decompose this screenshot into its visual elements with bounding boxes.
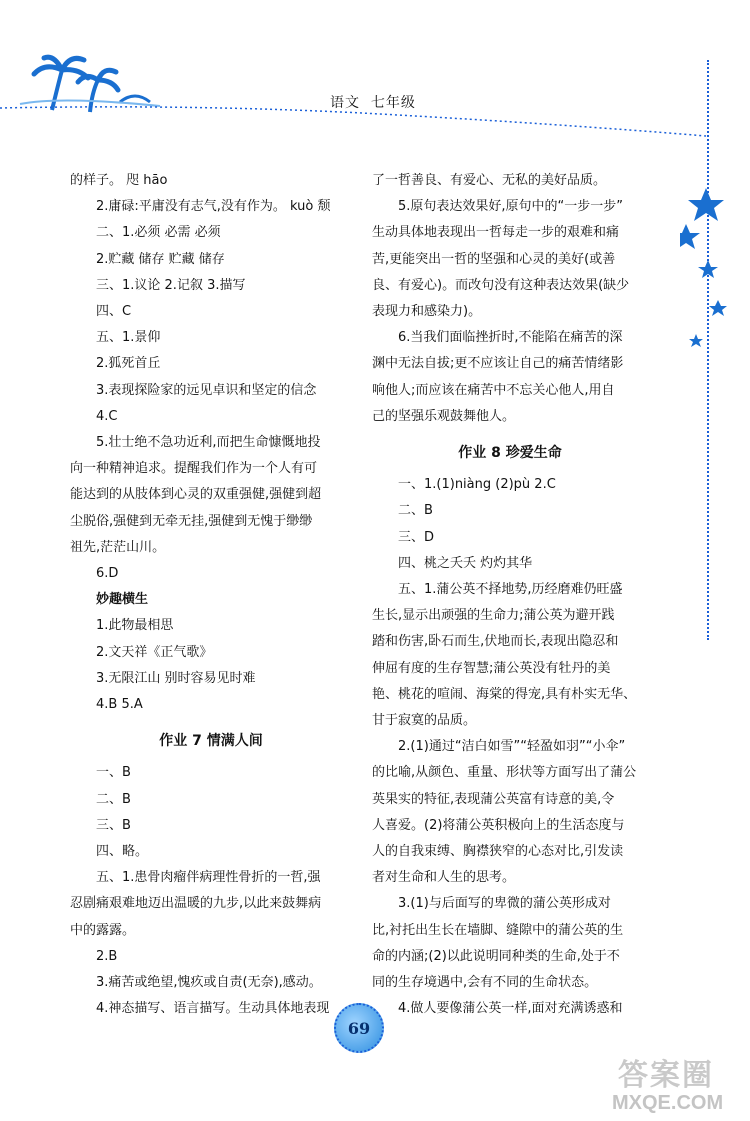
text-line: 4.C [96,408,118,424]
text-line: 命的内涵;(2)以此说明同种类的生命,处于不 [372,948,620,964]
text-line: 五、1.景仰 [96,330,161,346]
text-line: 响他人;而应该在痛苦中不忘关心他人,用自 [372,382,615,398]
text-line: 3.(1)与后面写的卑微的蒲公英形成对 [398,896,611,912]
text-line: 6.当我们面临挫折时,不能陷在痛苦的深 [398,330,623,346]
text-line: 祖先,茫茫山川。 [70,539,166,555]
text-line: 伸屈有度的生存智慧;蒲公英没有牡丹的美 [372,660,611,676]
text-line: 生长,显示出顽强的生命力;蒲公英为避开践 [372,608,615,624]
text-line: 2.狐死首丘 [96,356,161,372]
text-line: 4.做人要像蒲公英一样,面对充满诱惑和 [398,1001,623,1017]
text-line: 2.(1)通过“洁白如雪”“轻盈如羽”“小伞” [398,739,626,755]
text-line: 者对生命和人生的思考。 [372,870,516,886]
watermark-url: MXQE.COM [612,1092,724,1114]
text-line: 二、1.必须 必需 必须 [96,225,221,241]
text-line: 生动具体地表现出一哲每走一步的艰难和痛 [372,225,620,241]
section-heading: 作业 8 珍爱生命 [458,445,562,462]
text-line: 同的生存境遇中,会有不同的生命状态。 [372,975,598,991]
text-line: 五、1.蒲公英不择地势,历经磨难仍旺盛 [398,582,623,598]
text-line: 4.神态描写、语言描写。生动具体地表现 [96,1001,330,1017]
text-line: 5.原句表达效果好,原句中的“一步一步” [398,199,624,215]
text-line: 五、1.患骨肉瘤伴病理性骨折的一哲,强 [96,870,321,886]
text-line: 渊中无法自拔;更不应该让自己的痛苦情绪影 [372,356,624,372]
text-line: 了一哲善良、有爱心、无私的美好品质。 [372,173,607,188]
text-line: 三、B [96,817,131,833]
text-line: 1.此物最相思 [96,618,174,634]
text-line: 二、B [398,503,433,519]
text-line: 人的自我束缚、胸襟狭窄的心态对比,引发读 [372,844,624,860]
page-number: 69 [334,1003,384,1053]
text-line: 向一种精神追求。提醒我们作为一个人有可 [70,461,318,477]
text-line: 3.痛苦或绝望,愧疚或自责(无奈),感动。 [96,975,322,991]
text-line: 能达到的从肢体到心灵的双重强健,强健到超 [70,487,322,503]
text-line: 2.贮藏 储存 贮藏 储存 [96,251,225,267]
right-column [372,168,648,1023]
text-line: 苦,更能突出一哲的坚强和心灵的美好(或善 [372,251,616,267]
text-line: 一、1.(1)niàng (2)pù 2.C [398,477,556,493]
text-line: 的样子。 咫 hāo [70,173,168,188]
watermark-logo: 答案圈 [618,1058,714,1093]
text-line: 一、B [96,765,131,781]
text-line: 良、有爱心)。而改句没有这种表达效果(缺少 [372,277,630,293]
text-line: 忍剧痛艰难地迈出温暖的九步,以此来鼓舞病 [70,896,322,912]
text-line: 四、略。 [96,844,149,860]
text-line: 三、1.议论 2.记叙 3.描写 [96,277,246,293]
subject-label: 语文 [330,95,360,111]
text-line: 6.D [96,566,119,582]
text-line: 中的露露。 [70,922,136,938]
text-line: 己的坚强乐观鼓舞他人。 [372,408,516,424]
text-line: 5.壮士绝不急功近利,而把生命慷慨地投 [96,435,321,451]
text-line: 比,衬托出生长在墙脚、缝隙中的蒲公英的生 [372,922,624,938]
grade-label: 七年级 [370,95,416,111]
header-title [330,92,416,112]
text-line: 四、桃之夭夭 灼灼其华 [398,555,533,571]
section-heading: 作业 7 情满人间 [159,733,263,750]
left-column [70,168,352,1023]
text-line: 四、C [96,304,132,320]
text-line: 表现力和感染力)。 [372,304,482,320]
stars-decoration [680,180,740,360]
text-line: 艳、桃花的喧闹、海棠的得宠,具有朴实无华、 [372,686,637,702]
text-line: 2.庸碌:平庸没有志气,没有作为。 kuò 颓 [96,199,331,215]
section-subtitle: 妙趣横生 [96,592,149,608]
text-line: 3.表现探险家的远见卓识和坚定的信念 [96,382,317,398]
text-line: 3.无限江山 别时容易见时难 [96,670,256,686]
text-line: 2.B [96,948,118,964]
text-line: 英果实的特征,表现蒲公英富有诗意的美,令 [372,791,615,807]
text-line: 的比喻,从颜色、重量、形状等方面写出了蒲公 [372,765,637,781]
text-line: 4.B 5.A [96,697,143,713]
text-line: 甘于寂寞的品质。 [372,713,477,729]
text-line: 人喜爱。(2)将蒲公英积极向上的生活态度与 [372,817,625,833]
text-line: 三、D [398,529,435,545]
text-line: 踏和伤害,卧石而生,伏地而长,表现出隐忍和 [372,634,619,650]
text-line: 2.文天祥《正气歌》 [96,644,213,660]
text-line: 二、B [96,791,131,807]
text-line: 尘脱俗,强健到无牵无挂,强健到无愧于缈缈 [70,513,313,529]
